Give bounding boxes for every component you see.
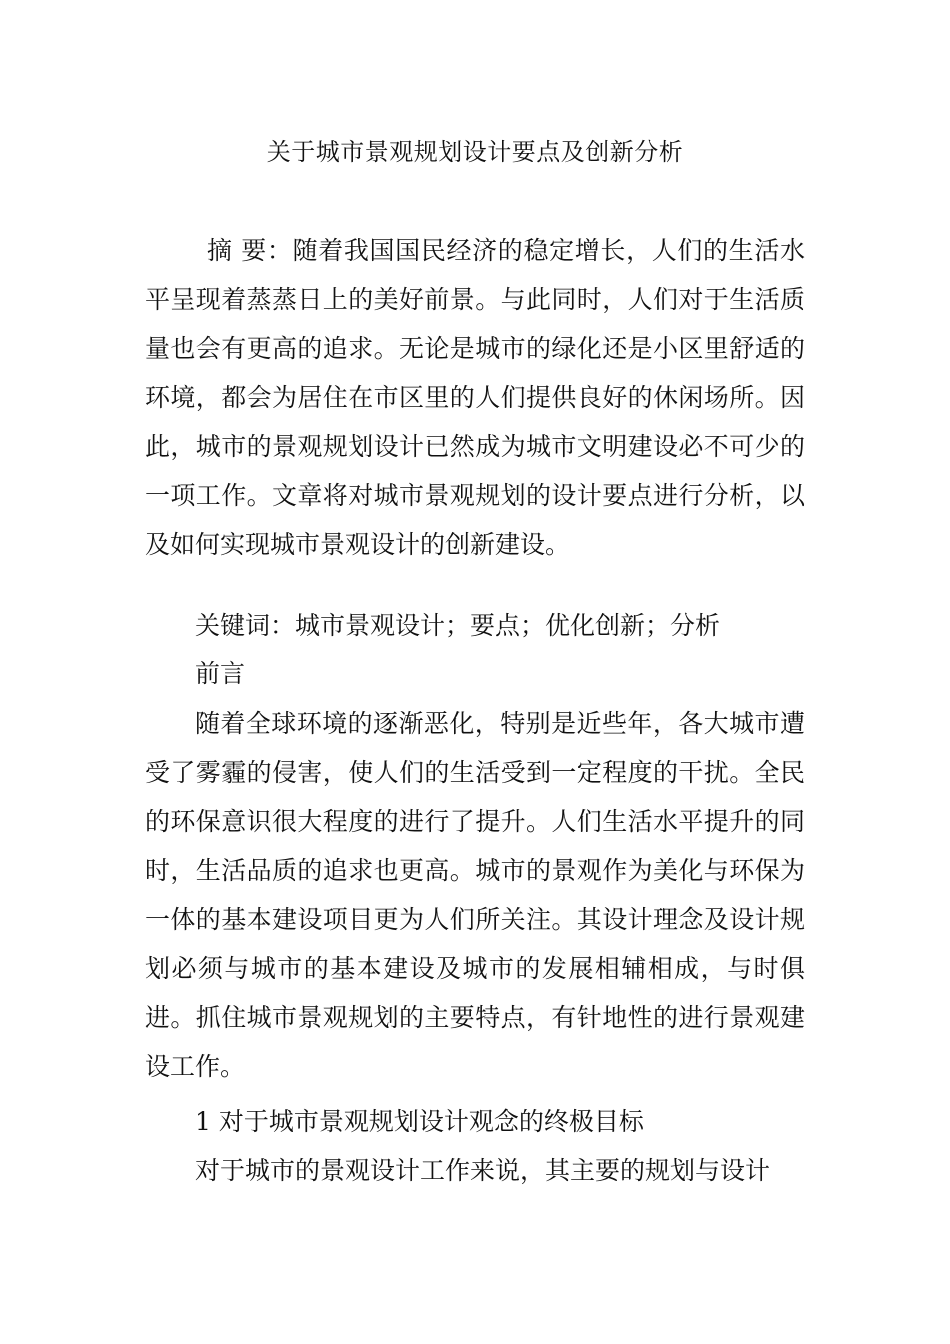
- section-1-heading: 1 对于城市景观规划设计观念的终极目标: [195, 1107, 644, 1136]
- preface-paragraph: 随着全球环境的逐渐恶化，特别是近些年，各大城市遭受了雾霾的侵害，使人们的生活受到一定程度的干扰。全民的环保意识很大程度的进行了提升。人们生活水平提升的同时，生活品质的追求也更高。城市的景观作为美化与环保为一体的基本建设项目更为人们所关注。其设计理念及设计规划必须与城市的基本建设及城市的发展相辅相成，与时俱进。抓住城市景观规划的主要特点，有针地性的进行景观建设工作。: [145, 709, 805, 1081]
- section-1-paragraph: 对于城市的景观设计工作来说，其主要的规划与设计: [195, 1156, 771, 1185]
- document-title: 关于城市景观规划设计要点及创新分析: [266, 138, 684, 166]
- keywords-line: 关键词：城市景观设计；要点；优化创新；分析: [195, 611, 721, 640]
- abstract-paragraph: 摘 要：随着我国国民经济的稳定增长，人们的生活水平呈现着蒸蒸日上的美好前景。与此同时，人们对于生活质量也会有更高的追求。无论是城市的绿化还是小区里舒适的环境，都会为居住在市区里的人们提供良好的休闲场所。因此，城市的景观规划设计已然成为城市文明建设必不可少的一项工作。文章将对城市景观规划的设计要点进行分析，以及如何实现城市景观设计的创新建设。: [145, 236, 805, 559]
- preface-heading: 前言: [195, 659, 246, 688]
